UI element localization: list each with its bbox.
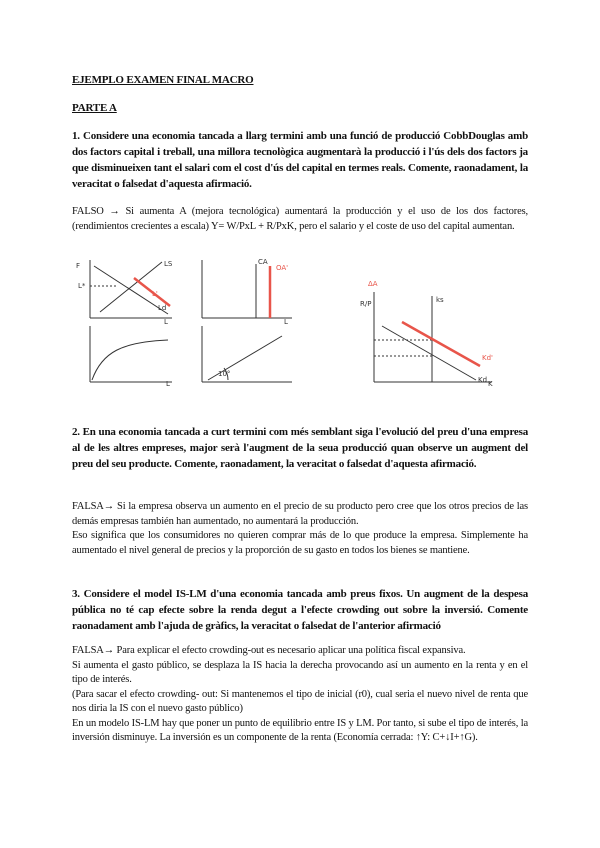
question-2: 2. En una economia tancada a curt termini com més semblant siga l'evolució del preu d'una empresa al de les altres empreses, major serà l'augment de la seua producció quan observe un augment del preu del seu producte. Comente, raonadament, la veracitat o falsedat d'aquesta afirmació. — [72, 426, 528, 470]
sketch-label-f: F — [76, 262, 81, 270]
answer-1-text: FALSO → Si aumenta A (mejora tecnológica) aumentará la producción y el uso de los dos factores, (rendimientos crecientes a escala) Y= W/PxL + R/PxK, pero el salario y el coste de uso del capital aumentan. — [72, 206, 528, 232]
answer-2 — [72, 500, 528, 558]
answer-2-paragraph: Eso significa que los consumidores no quieren comprar más de lo que produce la empresa. Simplemente ha aumentado el nivel general de precios y la proporción de su gasto en todos los bienes se mantiene. — [72, 530, 528, 556]
answer-3-paragraph: FALSA→ Para explicar el efecto crowding-out es necesario aplicar una política fiscal expansiva. — [72, 645, 466, 656]
answer-1 — [72, 205, 528, 234]
sketch-label-ks: ks — [436, 296, 444, 304]
sketch-label-kd: Kd — [478, 376, 488, 384]
answer-3-paragraph: En un modelo IS-LM hay que poner un punto de equilibrio entre IS y LM. Por tanto, si sube el tipo de interés, la inversión disminuye. La inversión es un componente de la renta (Economía cerrada: ↑Y: C+↓I+↑G). — [72, 717, 528, 743]
sketch-label-oa: OA' — [276, 264, 289, 272]
sketch-label-lstar: L* — [78, 282, 86, 290]
sketch-label-l3: L — [284, 318, 288, 326]
question-1: 1. Considere una economia tancada a llarg termini amb una funció de producció CobbDouglas amb dos factors capital i treball, una millora tecnològica augmentarà la producció i l'ús dels dos factors ja que disminueixen tant el salari com el cost d'ús del capital en termes reals. Comente, raonadament, la veracitat o falsedat d'aquesta afirmació. — [72, 130, 528, 190]
sketch-label-delta-a: ΔA — [368, 280, 378, 288]
sketch-label-kd-prime: Kd' — [482, 354, 493, 362]
sketch-label-ld: Ld — [158, 304, 167, 312]
sketch-label-angle: 10° — [218, 370, 231, 378]
sketch-label-l2: L — [166, 380, 170, 386]
document-title: EJEMPLO EXAMEN FINAL MACRO — [72, 74, 254, 86]
sketch-label-lprime: L' — [152, 290, 158, 298]
sketch-label-ca: CA — [258, 258, 268, 266]
handdrawn-graphs — [72, 256, 528, 386]
answer-3-paragraph: Si aumenta el gasto público, se desplaza la IS hacia la derecha provocando así un aumento en la renta y en el tipo de interés. — [72, 659, 528, 685]
answer-3 — [72, 644, 528, 746]
sketch-label-k: K — [488, 380, 493, 386]
section-heading: PARTE A — [72, 102, 117, 114]
sketch-label-ls: LS — [164, 260, 173, 268]
answer-3-paragraph: (Para sacar el efecto crowding- out: Si mantenemos el tipo de inicial (r0), cual seria el nuevo nivel de renta que nos diria la IS con el nuevo gasto público) — [72, 688, 528, 714]
answer-2-paragraph: FALSA→ Si la empresa observa un aumento en el precio de su producto pero cree que los otros precios de las demás empresas también han aumentado, no aumentará la producción. — [72, 501, 528, 527]
sketch-label-rp: R/P — [360, 300, 372, 308]
sketch-label-l: L — [164, 318, 168, 326]
question-3: 3. Considere el model IS-LM d'una economia tancada amb preus fixos. Un augment de la despesa pública no té cap efecte sobre la renda degut a l'efecte crowding out sobre la inversió. Comente raonadament amb l'ajuda de gràfics, la veracitat o falsedat de l'anterior afirmació — [72, 588, 528, 632]
